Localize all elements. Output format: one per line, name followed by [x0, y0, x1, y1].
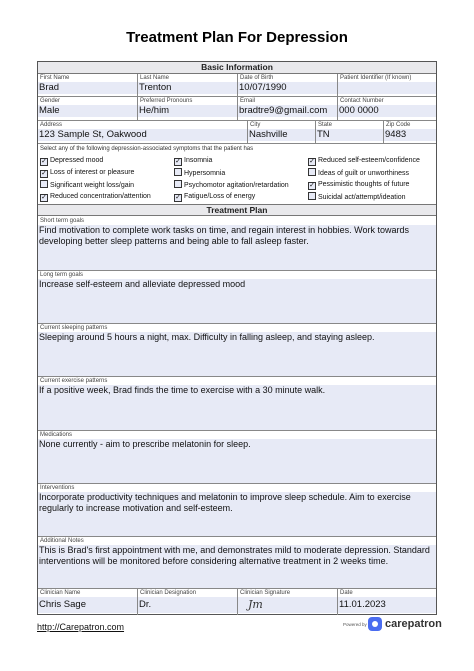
date-of-birth-field[interactable]: [238, 74, 338, 97]
current-sleeping-patterns-field[interactable]: [38, 324, 436, 377]
current-exercise-patterns-text: If a positive week, Brad finds the time to exercise with a 30 minute walk.: [38, 385, 436, 430]
zip-code-value: 9483: [384, 129, 436, 141]
symptom-label: Depressed mood: [50, 157, 104, 164]
zip-code-field[interactable]: [384, 121, 436, 144]
symptom-pessimistic-thoughts[interactable]: [308, 180, 409, 190]
checkbox-icon[interactable]: ✓: [41, 158, 47, 165]
first-name-field[interactable]: [38, 74, 138, 97]
checkbox-icon[interactable]: ✓: [175, 194, 181, 201]
additional-notes-text: This is Brad's first appointment with me, and demonstrates mild to moderate depression. Standard interventions will be monitored before considering alternative treatment in 2 weeks time.: [38, 545, 436, 588]
interventions-field[interactable]: [38, 484, 436, 537]
checkbox-icon[interactable]: ✓: [41, 170, 47, 177]
symptom-label: Fatigue/Loss of energy: [184, 193, 256, 200]
date-of-birth-value: 10/07/1990: [238, 82, 337, 94]
checkbox-icon[interactable]: ✓: [175, 158, 181, 165]
additional-notes-label: Additional Notes: [40, 538, 84, 544]
clinician-name-value: Chris Sage: [38, 597, 137, 613]
treatment-plan-header: Treatment Plan: [38, 204, 436, 216]
symptom-ideas-of-guilt[interactable]: [308, 168, 409, 178]
symptom-label: Ideas of guilt or unworthiness: [318, 170, 410, 177]
state-label: State: [316, 121, 383, 129]
symptom-label: Significant weight loss/gain: [50, 182, 135, 189]
checkbox-icon[interactable]: ✓: [309, 158, 315, 165]
carepatron-link[interactable]: http://Carepatron.com: [37, 622, 125, 632]
city-field[interactable]: [248, 121, 316, 144]
preferred-pronouns-field[interactable]: [138, 97, 238, 121]
symptom-psychomotor[interactable]: [174, 180, 289, 190]
symptom-fatigue[interactable]: [174, 192, 255, 202]
short-term-goals-field[interactable]: [38, 217, 436, 271]
clinician-signature-label: Clinician Signature: [238, 589, 337, 597]
date-value: 11.01.2023: [338, 597, 436, 613]
document-title: Treatment Plan For Depression: [126, 29, 348, 46]
symptom-hypersomnia[interactable]: [174, 168, 225, 178]
carepatron-logo-icon: [368, 617, 382, 631]
long-term-goals-text: Increase self-esteem and alleviate depressed mood: [38, 279, 436, 323]
symptom-reduced-concentration[interactable]: [40, 192, 151, 202]
long-term-goals-field[interactable]: [38, 271, 436, 324]
city-value: Nashville: [248, 129, 315, 141]
email-value: bradtre9@gmail.com: [238, 105, 337, 117]
preferred-pronouns-label: Preferred Pronouns: [138, 97, 237, 105]
clinician-designation-value: Dr.: [138, 597, 237, 613]
symptom-label: Hypersomnia: [184, 170, 226, 177]
clinician-name-field[interactable]: [38, 589, 138, 615]
patient-identifier-label: Patient Identifier (If known): [338, 74, 436, 82]
first-name-value: Brad: [38, 82, 137, 94]
gender-field[interactable]: [38, 97, 138, 121]
symptom-label: Suicidal act/attempt/ideation: [318, 194, 406, 201]
contact-number-label: Contact Number: [338, 97, 436, 105]
short-term-goals-text: Find motivation to complete work tasks on time, and regain interest in hobbies. Work towards developing better sleep patterns and being able to fall asleep faster.: [38, 225, 436, 270]
contact-number-field[interactable]: [338, 97, 436, 121]
interventions-text: Incorporate productivity techniques and melatonin to improve sleep schedule. Aim to exercise regularly to increase motivation and self-esteem.: [38, 492, 436, 536]
symptom-loss-of-interest[interactable]: [40, 168, 134, 178]
additional-notes-field[interactable]: [38, 537, 436, 589]
current-sleeping-patterns-text: Sleeping around 5 hours a night, max. Difficulty in falling asleep, and staying asleep.: [38, 332, 436, 376]
symptom-label: Psychomotor agitation/retardation: [184, 182, 289, 189]
checkbox-icon[interactable]: [174, 180, 182, 188]
short-term-goals-label: Short term goals: [40, 218, 85, 224]
clinician-name-label: Clinician Name: [38, 589, 137, 597]
date-field[interactable]: [338, 589, 436, 615]
symptom-label: Reduced concentration/attention: [50, 193, 151, 200]
powered-by-label: Powered by: [343, 622, 367, 627]
symptom-weight-change[interactable]: [40, 180, 134, 190]
preferred-pronouns-value: He/him: [138, 105, 237, 117]
email-field[interactable]: [238, 97, 338, 121]
checkbox-icon[interactable]: ✓: [41, 194, 47, 201]
patient-identifier-field[interactable]: [338, 74, 436, 97]
checkbox-icon[interactable]: [308, 192, 316, 200]
symptom-label: Pessimistic thoughts of future: [318, 181, 410, 188]
symptom-reduced-self-esteem[interactable]: [308, 156, 420, 166]
address-label: Address: [38, 121, 247, 129]
signature-mark: Jm: [248, 598, 263, 611]
first-name-label: First Name: [38, 74, 137, 82]
treatment-plan-form: [37, 61, 437, 615]
date-of-birth-label: Date of Birth: [238, 74, 337, 82]
city-label: City: [248, 121, 315, 129]
symptoms-instructions: Select any of the following depression-associated symptoms that the patient has: [40, 146, 254, 152]
checkbox-icon[interactable]: [174, 168, 182, 176]
state-value: TN: [316, 129, 383, 141]
symptom-suicidal-ideation[interactable]: [308, 192, 406, 202]
medications-text: None currently - aim to prescribe melatonin for sleep.: [38, 439, 436, 483]
current-exercise-patterns-label: Current exercise patterns: [40, 378, 108, 384]
contact-number-value: 000 0000: [338, 105, 436, 117]
symptom-insomnia[interactable]: [174, 156, 212, 166]
last-name-label: Last Name: [138, 74, 237, 82]
symptom-label: Insomnia: [184, 157, 213, 164]
last-name-field[interactable]: [138, 74, 238, 97]
checkbox-icon[interactable]: [40, 180, 48, 188]
gender-label: Gender: [38, 97, 137, 105]
carepatron-logo-text: carepatron: [385, 618, 442, 630]
current-exercise-patterns-field[interactable]: [38, 377, 436, 431]
long-term-goals-label: Long term goals: [40, 272, 84, 278]
medications-field[interactable]: [38, 431, 436, 484]
checkbox-icon[interactable]: [308, 168, 316, 176]
state-field[interactable]: [316, 121, 384, 144]
address-value: 123 Sample St, Oakwood: [38, 129, 247, 141]
symptom-label: Reduced self-esteem/confidence: [318, 157, 420, 164]
email-label: Email: [238, 97, 337, 105]
current-sleeping-patterns-label: Current sleeping patterns: [40, 325, 108, 331]
symptom-label: Loss of interest or pleasure: [50, 169, 135, 176]
medications-label: Medications: [40, 432, 73, 438]
checkbox-icon[interactable]: ✓: [309, 182, 315, 189]
carepatron-logo: [368, 617, 442, 631]
gender-value: Male: [38, 105, 137, 117]
zip-code-label: Zip Code: [384, 121, 436, 129]
date-label: Date: [338, 589, 436, 597]
symptom-depressed-mood[interactable]: [40, 156, 103, 166]
patient-identifier-value: [338, 82, 436, 94]
basic-information-header: Basic Information: [38, 62, 436, 74]
clinician-signature-image: [238, 597, 337, 613]
last-name-value: Trenton: [138, 82, 237, 94]
clinician-designation-label: Clinician Designation: [138, 589, 237, 597]
interventions-label: Interventions: [40, 485, 75, 491]
address-field[interactable]: [38, 121, 248, 144]
clinician-designation-field[interactable]: [138, 589, 238, 615]
clinician-signature-field[interactable]: [238, 589, 338, 615]
